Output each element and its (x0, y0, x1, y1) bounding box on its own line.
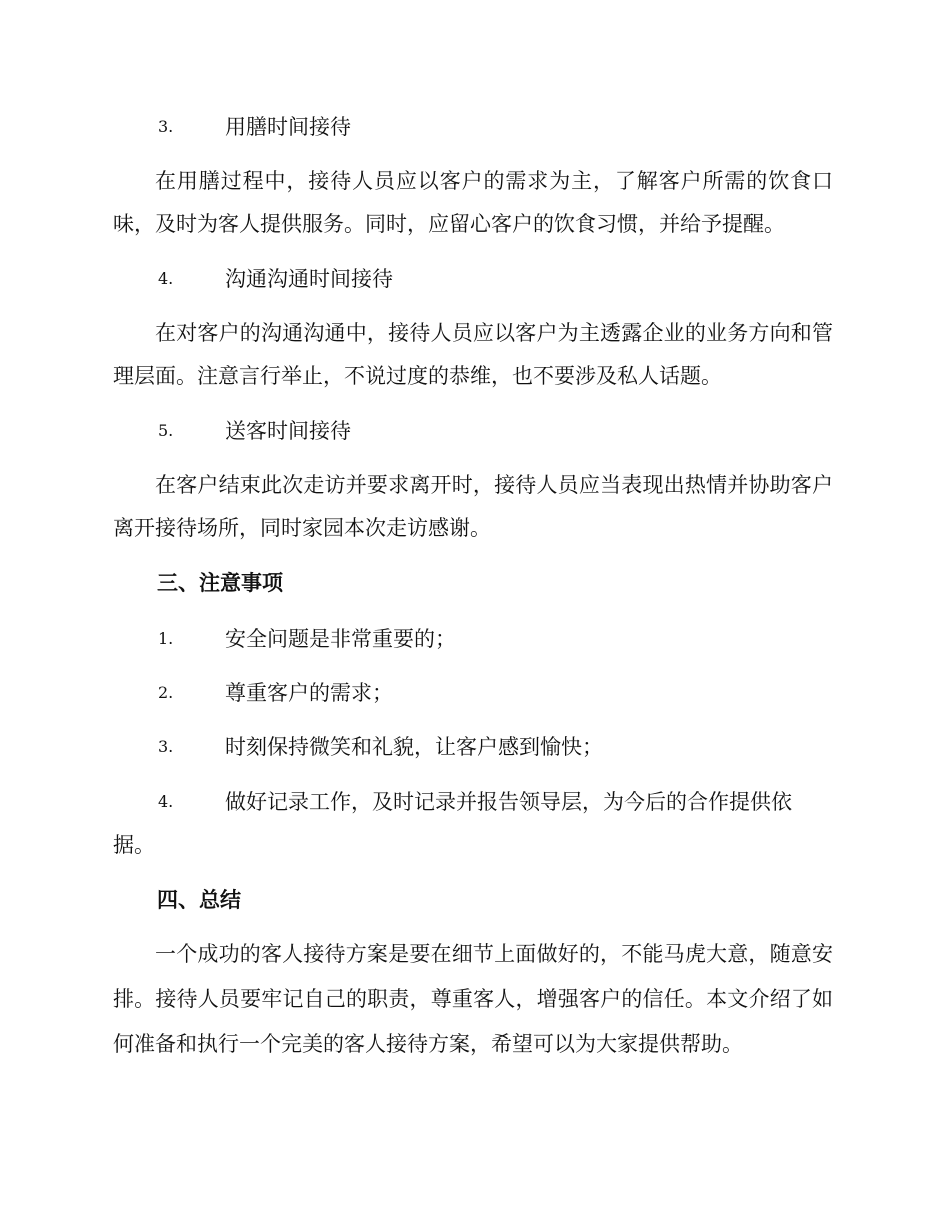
note-text: 时刻保持微笑和礼貌，让客户感到愉快； (225, 735, 603, 759)
paragraph-meal: 在用膳过程中，接待人员应以客户的需求为主，了解客户所需的饮食口味，及时为客人提供服务。同时，应留心客户的饮食习惯，并给予提醒。 (113, 169, 833, 236)
note-item (113, 678, 833, 708)
list-number: 4. (158, 269, 174, 288)
list-item-farewell (113, 416, 833, 446)
note-item (113, 787, 833, 817)
paragraph-farewell: 在客户结束此次走访并要求离开时，接待人员应当表现出热情并协助客户离开接待场所，同时家园本次走访感谢。 (113, 473, 833, 540)
paragraph-summary: 一个成功的客人接待方案是要在细节上面做好的，不能马虎大意，随意安排。接待人员要牢记自己的职责，尊重客人，增强客户的信任。本文介绍了如何准备和执行一个完美的客人接待方案，希望可以为大家提供帮助。 (113, 942, 833, 1056)
note-item (113, 624, 833, 654)
note-text: 尊重客户的需求； (225, 681, 393, 705)
section-heading-notes: 三、注意事项 (157, 570, 283, 595)
section-heading-summary: 四、总结 (157, 887, 241, 912)
paragraph-communication: 在对客户的沟通沟通中，接待人员应以客户为主透露企业的业务方向和管理层面。注意言行举止，不说过度的恭维，也不要涉及私人话题。 (113, 321, 833, 388)
list-number: 2. (158, 683, 174, 702)
list-number: 5. (158, 421, 174, 440)
list-number: 1. (158, 629, 174, 648)
list-number: 3. (158, 117, 174, 136)
list-title: 沟通沟通时间接待 (225, 267, 393, 291)
list-title: 用膳时间接待 (225, 115, 351, 139)
list-number: 4. (158, 792, 174, 811)
note-item (113, 732, 833, 762)
note-text: 安全问题是非常重要的； (225, 627, 456, 651)
note-item-continuation (113, 830, 833, 860)
list-item-communication (113, 264, 833, 294)
list-number: 3. (158, 737, 174, 756)
note-text-continuation: 据。 (113, 833, 155, 857)
list-item-meal (113, 112, 833, 142)
note-text: 做好记录工作，及时记录并报告领导层，为今后的合作提供依 (225, 790, 792, 814)
list-title: 送客时间接待 (225, 419, 351, 443)
